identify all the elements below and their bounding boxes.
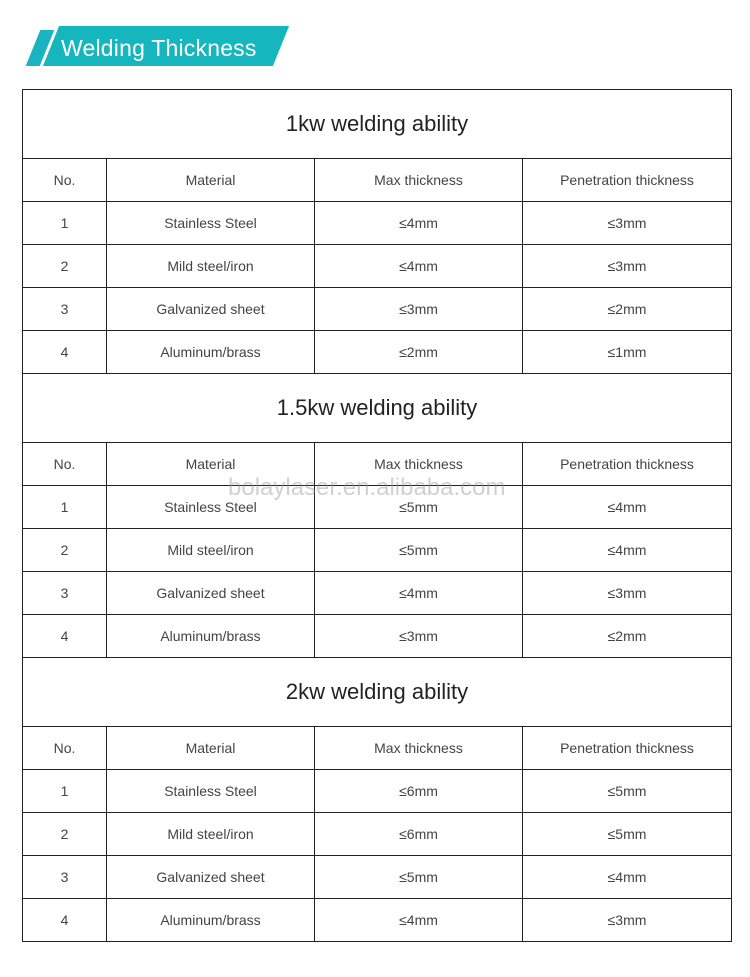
cell-pen: ≤1mm — [523, 331, 732, 374]
cell-no: 1 — [23, 486, 107, 529]
section-title: 1kw welding ability — [23, 90, 732, 159]
header-max-thickness: Max thickness — [315, 159, 523, 202]
cell-no: 2 — [23, 245, 107, 288]
cell-max: ≤5mm — [315, 529, 523, 572]
table-row — [23, 856, 732, 899]
cell-no: 2 — [23, 529, 107, 572]
cell-max: ≤5mm — [315, 856, 523, 899]
cell-material: Galvanized sheet — [107, 572, 315, 615]
table-row — [23, 813, 732, 856]
cell-pen: ≤2mm — [523, 288, 732, 331]
cell-max: ≤6mm — [315, 770, 523, 813]
watermark-text: bolaylaser.en.alibaba.com — [228, 474, 506, 501]
section-title: 2kw welding ability — [23, 658, 732, 727]
cell-pen: ≤2mm — [523, 615, 732, 658]
header-no: No. — [23, 159, 107, 202]
cell-no: 3 — [23, 288, 107, 331]
cell-pen: ≤5mm — [523, 770, 732, 813]
header-max-thickness: Max thickness — [315, 727, 523, 770]
cell-max: ≤3mm — [315, 288, 523, 331]
cell-no: 2 — [23, 813, 107, 856]
header-row — [23, 727, 732, 770]
table-row — [23, 288, 732, 331]
section-title-row — [23, 658, 732, 727]
table-row — [23, 770, 732, 813]
cell-pen: ≤5mm — [523, 813, 732, 856]
cell-pen: ≤4mm — [523, 529, 732, 572]
cell-material: Stainless Steel — [107, 486, 315, 529]
cell-material: Galvanized sheet — [107, 856, 315, 899]
cell-max: ≤4mm — [315, 899, 523, 942]
cell-material: Mild steel/iron — [107, 813, 315, 856]
cell-pen: ≤4mm — [523, 486, 732, 529]
header-penetration-thickness: Penetration thickness — [523, 727, 732, 770]
cell-max: ≤6mm — [315, 813, 523, 856]
cell-no: 3 — [23, 856, 107, 899]
cell-material: Aluminum/brass — [107, 899, 315, 942]
cell-max: ≤2mm — [315, 331, 523, 374]
cell-max: ≤5mm — [315, 486, 523, 529]
table-row — [23, 202, 732, 245]
cell-max: ≤4mm — [315, 572, 523, 615]
header-penetration-thickness: Penetration thickness — [523, 159, 732, 202]
table-row — [23, 899, 732, 942]
header-material: Material — [107, 727, 315, 770]
table-row — [23, 615, 732, 658]
cell-pen: ≤4mm — [523, 856, 732, 899]
table-row — [23, 572, 732, 615]
cell-no: 4 — [23, 331, 107, 374]
cell-material: Mild steel/iron — [107, 529, 315, 572]
title-banner — [33, 26, 283, 66]
cell-pen: ≤3mm — [523, 572, 732, 615]
cell-material: Stainless Steel — [107, 770, 315, 813]
cell-pen: ≤3mm — [523, 245, 732, 288]
cell-material: Stainless Steel — [107, 202, 315, 245]
cell-material: Aluminum/brass — [107, 331, 315, 374]
section-title-row — [23, 374, 732, 443]
header-material: Material — [107, 159, 315, 202]
table-row — [23, 331, 732, 374]
cell-no: 4 — [23, 899, 107, 942]
cell-pen: ≤3mm — [523, 202, 732, 245]
cell-max: ≤4mm — [315, 245, 523, 288]
cell-material: Galvanized sheet — [107, 288, 315, 331]
cell-max: ≤4mm — [315, 202, 523, 245]
welding-thickness-table — [22, 89, 732, 942]
header-row — [23, 159, 732, 202]
cell-material: Aluminum/brass — [107, 615, 315, 658]
header-no: No. — [23, 443, 107, 486]
header-material: Material — [107, 443, 315, 486]
section-title: 1.5kw welding ability — [23, 374, 732, 443]
page-title: Welding Thickness — [61, 35, 257, 61]
section-title-row — [23, 90, 732, 159]
cell-no: 3 — [23, 572, 107, 615]
cell-max: ≤3mm — [315, 615, 523, 658]
table-row — [23, 529, 732, 572]
header-no: No. — [23, 727, 107, 770]
cell-no: 4 — [23, 615, 107, 658]
cell-no: 1 — [23, 770, 107, 813]
header-penetration-thickness: Penetration thickness — [523, 443, 732, 486]
cell-material: Mild steel/iron — [107, 245, 315, 288]
cell-no: 1 — [23, 202, 107, 245]
cell-pen: ≤3mm — [523, 899, 732, 942]
header-max-thickness: Max thickness — [315, 443, 523, 486]
table-row — [23, 245, 732, 288]
